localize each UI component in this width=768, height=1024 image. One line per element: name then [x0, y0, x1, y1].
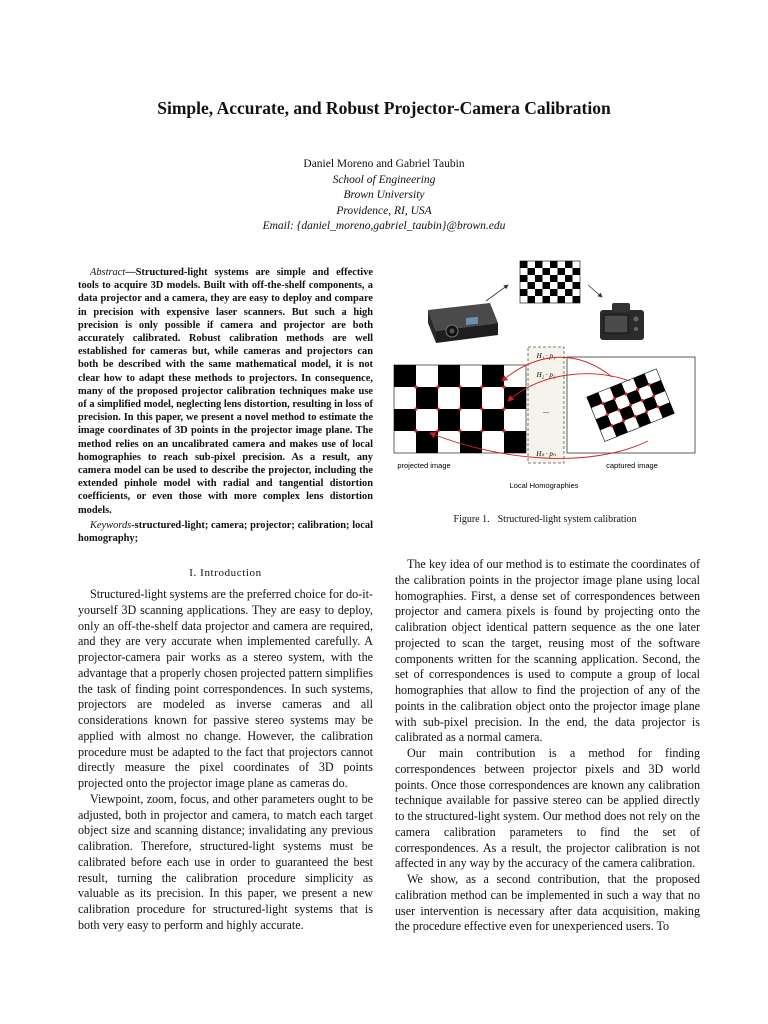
figure-1-caption-text: Structured-light system calibration: [497, 514, 637, 525]
projected-image-label: projected image: [397, 461, 451, 470]
author-names: Daniel Moreno and Gabriel Taubin: [303, 158, 465, 170]
calibration-pattern-square: [565, 268, 573, 275]
author-email: Email: {daniel_moreno,gabriel_taubin}@brown.edu: [262, 220, 506, 232]
projected-image-square: [416, 431, 438, 453]
left-column-body: [78, 587, 373, 934]
calibration-pattern-square: [535, 275, 543, 282]
abstract-text: —Structured-light systems are simple and effective tools to acquire 3D models. Built with off-the-shelf components, a data projector and a camera, they are easy to deploy and compare in precision with expensive laser scanners. But such a high precision is only possible if camera and projector are both accurately calibrated. Robust calibration methods are well established for cameras but, while cameras and projectors can both be described with the same mathematical model, it is not clear how to adapt these methods to projectors. In consequence, many of the proposed projector calibration techniques make use of a simplified model, neglecting lens distortion, resulting in loss of precision. In this paper, we present a novel method to estimate the image coordinates of 3D points in the projector image plane. The method relies on an uncalibrated camera and makes use of local homographies to reach sub-pixel precision. As a result, any camera model can be used to describe the projector, including the extended pinhole model with radial and tangential distortion coefficients, or even those with more complex lens distortion models.: [78, 267, 373, 516]
projected-image-square: [482, 365, 504, 387]
calibration-pattern-square: [528, 268, 536, 275]
calibration-pattern-square: [543, 282, 551, 289]
calibration-pattern-square: [558, 296, 566, 303]
figure-1-caption: [390, 514, 700, 525]
projected-image-corner-point: [414, 385, 417, 388]
calibration-pattern-square: [528, 261, 536, 268]
calibration-pattern-square: [520, 261, 528, 268]
projected-image-corner-point: [436, 407, 439, 410]
calibration-pattern-square: [558, 261, 566, 268]
projected-image-square: [460, 365, 482, 387]
homography-label-1: H₁ · p₁: [536, 352, 556, 360]
intro-paragraph-5: We show, as a second contribution, that the proposed calibration method can be implemented in such a way that no user intervention is necessary after data acquisition, making the procedure effective even for unexperienced users. To: [395, 872, 700, 934]
intro-paragraph-1: Structured-light systems are the preferred choice for do-it-yourself 3D scanning applications. They are easy to deploy, only an off-the-shelf data projector and camera are required, and they are very accurate when implemented carefully. A projector-camera pair works as a stereo system, with the advantage that a properly chosen projected pattern simplifies the task of finding point correspondences. In such systems, projectors are modeled as inverse cameras and all considerations known for passive stereo systems may be applied with almost no change. However, the calibration procedure must be adapted to the fact that projectors cannot directly measure the pixel coordinates of 3D points projected onto the projector image plane as cameras do.: [78, 587, 373, 790]
projected-image-square: [438, 431, 460, 453]
calibration-pattern-square: [565, 275, 573, 282]
calibration-pattern-square: [558, 289, 566, 296]
calibration-pattern-square: [520, 296, 528, 303]
projected-image-corner-point: [458, 385, 461, 388]
local-homographies-label: Local Homographies: [509, 481, 579, 490]
calibration-pattern-square: [543, 296, 551, 303]
calibration-pattern: [520, 261, 580, 303]
calibration-pattern-square: [550, 275, 558, 282]
author-block: [0, 157, 768, 235]
calibration-pattern-square: [535, 261, 543, 268]
calibration-pattern-square: [573, 275, 581, 282]
keywords-label: Keywords: [90, 520, 132, 531]
projected-image-square: [460, 409, 482, 431]
homography-label-2: H₂ · p₂: [536, 371, 556, 379]
projected-image-corner-point: [414, 407, 417, 410]
captured-image-pattern: [587, 369, 675, 442]
calibration-pattern-square: [565, 282, 573, 289]
keywords: [78, 519, 373, 545]
calibration-pattern-square: [573, 268, 581, 275]
abstract: [78, 266, 373, 517]
right-column-body: [395, 557, 700, 935]
calibration-pattern-square: [528, 296, 536, 303]
projected-image-square: [482, 387, 504, 409]
calibration-pattern-square: [573, 296, 581, 303]
figure-1-label: Figure 1.: [453, 514, 490, 525]
camera-device-icon: [600, 303, 644, 340]
projected-image-square: [460, 387, 482, 409]
projected-image-square: [394, 365, 416, 387]
calibration-pattern-square: [520, 289, 528, 296]
calibration-pattern-square: [520, 268, 528, 275]
calibration-pattern-square: [543, 275, 551, 282]
projected-image-square: [416, 409, 438, 431]
homography-label-n: Hₙ · pₙ: [536, 450, 556, 458]
projected-image-square: [504, 431, 526, 453]
calibration-pattern-square: [543, 289, 551, 296]
projected-image-corner-point: [436, 429, 439, 432]
intro-paragraph-3: The key idea of our method is to estimate the coordinates of the calibration points in the projector image plane using local homographies. First, a dense set of correspondences between projector and camera pixels is found by projecting onto the calibration object identical pattern sequence as the one later projected to scan the target, reusing most of the software components written for the scanning application. Second, the set of correspondences is used to compute a group of local homographies that allow to find the projection of any of the points in the calibration object onto the projector image plane with sub-pixel precision. In the end, the data projector is calibrated as a normal camera.: [395, 557, 700, 745]
affiliation-line-2: Brown University: [343, 189, 425, 201]
calibration-pattern-square: [558, 268, 566, 275]
homography-ellipsis: ...: [543, 406, 549, 415]
calibration-pattern-square: [528, 289, 536, 296]
calibration-pattern-square: [550, 268, 558, 275]
calibration-pattern-square: [528, 282, 536, 289]
projected-image-square: [504, 409, 526, 431]
calibration-pattern-square: [558, 275, 566, 282]
calibration-pattern-square: [573, 289, 581, 296]
projected-image-square: [416, 387, 438, 409]
projected-image-corner-point: [502, 429, 505, 432]
calibration-pattern-square: [550, 261, 558, 268]
calibration-pattern-square: [550, 296, 558, 303]
figure-1-diagram: [390, 255, 700, 505]
calibration-pattern-square: [520, 282, 528, 289]
projected-image-pattern: [394, 365, 526, 453]
calibration-pattern-square: [520, 275, 528, 282]
projected-image-corner-point: [458, 407, 461, 410]
intro-paragraph-4: Our main contribution is a method for finding correspondences between projector pixels and 3D world points. Once those correspondences are known any calibration technique available for passive stereo can be applied directly to the structured-light system. Our method does not rely on the camera calibration parameters to find the set of correspondences. As a result, the projector calibration is not affected in any way by the accuracy of the camera calibration.: [395, 746, 700, 871]
projected-image-corner-point: [414, 429, 417, 432]
calibration-pattern-square: [565, 289, 573, 296]
calibration-pattern-square: [528, 275, 536, 282]
calibration-pattern-square: [573, 282, 581, 289]
calibration-pattern-square: [535, 268, 543, 275]
affiliation-line-3: Providence, RI, USA: [336, 204, 432, 217]
projected-image-square: [394, 387, 416, 409]
intro-paragraph-2: Viewpoint, zoom, focus, and other parameters ought to be adjusted, both in projector and camera, to match each target object size and scanning distance; invalidating any previous calibration. Therefore, structured-light systems must be calibrated before each use in order to guaranteed the best result, turning the calibration procedure simplicity as valuable as its precision. In this paper, we present a new calibration procedure for structured-light systems that is both very easy to perform and highly accurate.: [78, 791, 373, 932]
captured-image-label: captured image: [606, 461, 658, 470]
calibration-pattern-square: [543, 261, 551, 268]
affiliation-line-1: School of Engineering: [332, 173, 436, 186]
calibration-pattern-square: [565, 261, 573, 268]
projected-image-square: [438, 387, 460, 409]
calibration-pattern-square: [558, 282, 566, 289]
local-homographies-box: [528, 347, 564, 463]
projected-image-square: [460, 431, 482, 453]
projected-image-corner-point: [480, 429, 483, 432]
projected-image-square: [394, 409, 416, 431]
projected-image-square: [504, 365, 526, 387]
projected-image-corner-point: [458, 429, 461, 432]
projected-image-corner-point: [436, 385, 439, 388]
abstract-label: Abstract: [90, 267, 126, 278]
calibration-pattern-square: [565, 296, 573, 303]
projected-image-corner-point: [502, 385, 505, 388]
section-heading-introduction: I. Introduction: [189, 567, 262, 579]
projected-image-corner-point: [480, 407, 483, 410]
projected-image-corner-point: [480, 385, 483, 388]
projected-image-square: [438, 409, 460, 431]
projected-image-square: [394, 431, 416, 453]
projected-image-square: [482, 409, 504, 431]
projected-image-corner-point: [502, 407, 505, 410]
keywords-text: -structured-light; camera; projector; calibration; local homography;: [78, 520, 373, 545]
calibration-pattern-square: [550, 282, 558, 289]
calibration-pattern-square: [573, 261, 581, 268]
paper-title: Simple, Accurate, and Robust Projector-Camera Calibration: [157, 98, 611, 118]
projected-image-square: [416, 365, 438, 387]
calibration-pattern-square: [535, 289, 543, 296]
projector-device-icon: [428, 303, 498, 343]
calibration-pattern-square: [535, 296, 543, 303]
calibration-pattern-square: [550, 289, 558, 296]
calibration-pattern-square: [535, 282, 543, 289]
calibration-pattern-square: [543, 268, 551, 275]
projected-image-square: [438, 365, 460, 387]
